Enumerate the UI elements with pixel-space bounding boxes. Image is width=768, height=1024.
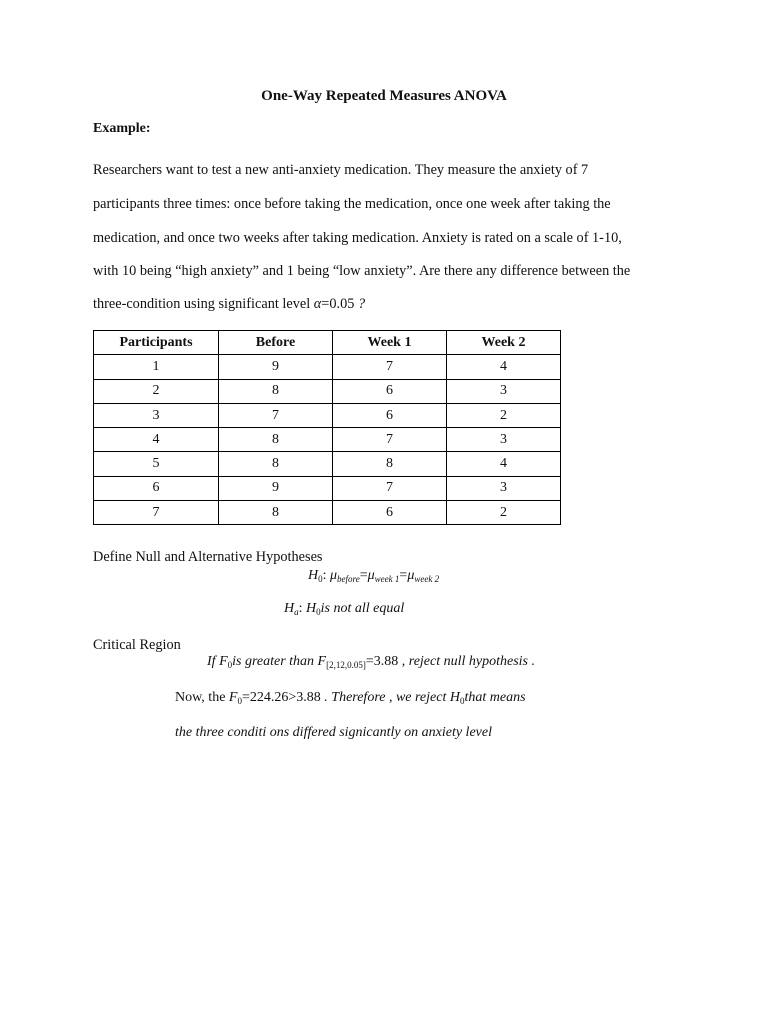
f0-subscript: 0 bbox=[237, 696, 242, 706]
table-row bbox=[94, 379, 561, 403]
table-row bbox=[94, 428, 561, 452]
table-cell: 6 bbox=[333, 501, 447, 525]
table-cell: 8 bbox=[219, 428, 333, 452]
h0-subscript: 0 bbox=[316, 607, 321, 617]
alternative-hypothesis bbox=[284, 601, 404, 617]
paragraph-line-3: medication, and once two weeks after taking medication. Anxiety is rated on a scale of 1-10, bbox=[93, 230, 622, 246]
table-row bbox=[94, 355, 561, 379]
paragraph-line-4: with 10 being “high anxiety” and 1 being “low anxiety”. Are there any difference between the bbox=[93, 263, 631, 279]
header-participants: Participants bbox=[94, 331, 219, 355]
f-symbol: F bbox=[228, 690, 238, 705]
table-cell: 7 bbox=[333, 476, 447, 500]
table-header-row bbox=[94, 331, 561, 355]
table-cell: 8 bbox=[219, 379, 333, 403]
h-symbol: H bbox=[306, 601, 317, 616]
page-title: One-Way Repeated Measures ANOVA bbox=[261, 88, 507, 104]
reject-text: , reject null hypothesis . bbox=[398, 654, 535, 669]
header-before: Before bbox=[219, 331, 333, 355]
table-cell: 2 bbox=[94, 379, 219, 403]
paragraph-line-1: Researchers want to test a new anti-anxiety medication. They measure the anxiety of 7 bbox=[93, 162, 589, 178]
paragraph-line-2: participants three times: once before taking the medication, once one week after taking the bbox=[93, 196, 611, 212]
example-label: Example: bbox=[93, 121, 151, 136]
paragraph-line-5 bbox=[93, 296, 365, 313]
f-symbol: F bbox=[317, 654, 327, 669]
not-all-equal-text: is not all equal bbox=[320, 601, 405, 616]
therefore-text: . Therefore , we reject bbox=[320, 690, 450, 705]
table-cell: 8 bbox=[219, 452, 333, 476]
table-cell: 4 bbox=[94, 428, 219, 452]
table-cell: 8 bbox=[219, 501, 333, 525]
h0-subscript: 0 bbox=[459, 696, 465, 706]
table-row bbox=[94, 452, 561, 476]
table-cell: 3 bbox=[447, 379, 561, 403]
table-row bbox=[94, 501, 561, 525]
table-cell: 4 bbox=[447, 355, 561, 379]
ha-subscript: a bbox=[294, 607, 299, 617]
now-text: Now, the bbox=[175, 690, 229, 705]
header-week1: Week 1 bbox=[333, 331, 447, 355]
question-mark: ? bbox=[354, 296, 366, 312]
significance-text: three-condition using significant level bbox=[93, 296, 314, 312]
table-cell: 6 bbox=[94, 476, 219, 500]
table-cell: 8 bbox=[333, 452, 447, 476]
f0-subscript: 0 bbox=[227, 660, 233, 670]
table-cell: 2 bbox=[447, 501, 561, 525]
null-hypothesis bbox=[308, 568, 439, 584]
h-symbol: H bbox=[308, 568, 319, 583]
critical-value: =3.88 bbox=[365, 654, 399, 669]
table-cell: 6 bbox=[333, 403, 447, 427]
mu-symbol: μ bbox=[407, 568, 415, 583]
table-row bbox=[94, 403, 561, 427]
table-cell: 3 bbox=[447, 476, 561, 500]
that-means-text: that means bbox=[464, 690, 526, 705]
colon: : bbox=[298, 601, 307, 616]
table-cell: 7 bbox=[219, 403, 333, 427]
before-subscript: before bbox=[337, 574, 360, 584]
week1-subscript: week 1 bbox=[374, 574, 400, 584]
critical-region-heading: Critical Region bbox=[93, 637, 181, 653]
table-cell: 1 bbox=[94, 355, 219, 379]
greater-than-text: is greater than bbox=[232, 654, 318, 669]
f-symbol: F bbox=[219, 654, 228, 669]
h-symbol: H bbox=[284, 601, 295, 616]
equals-sign: = bbox=[359, 568, 368, 583]
alpha-value: =0.05 bbox=[321, 296, 355, 312]
critical-rule bbox=[207, 654, 535, 670]
table-cell: 4 bbox=[447, 452, 561, 476]
test-result bbox=[175, 690, 526, 706]
table-cell: 3 bbox=[447, 428, 561, 452]
mu-symbol: μ bbox=[367, 568, 375, 583]
mu-symbol: μ bbox=[330, 568, 338, 583]
df-subscript: [2,12,0.05] bbox=[326, 660, 366, 670]
table-cell: 7 bbox=[333, 355, 447, 379]
table-cell: 7 bbox=[94, 501, 219, 525]
table-cell: 7 bbox=[333, 428, 447, 452]
table-cell: 9 bbox=[219, 355, 333, 379]
h-symbol: H bbox=[449, 690, 460, 705]
if-text: If bbox=[207, 654, 220, 669]
colon: : bbox=[322, 568, 331, 583]
table-cell: 9 bbox=[219, 476, 333, 500]
h0-subscript: 0 bbox=[318, 574, 323, 584]
table-cell: 2 bbox=[447, 403, 561, 427]
alpha-symbol: α bbox=[313, 296, 322, 312]
conclusion-line: the three conditi ons differed signicantly on anxiety level bbox=[175, 725, 492, 740]
table-cell: 6 bbox=[333, 379, 447, 403]
data-table bbox=[93, 330, 561, 525]
table-cell: 5 bbox=[94, 452, 219, 476]
f-statistic-value: =224.26>3.88 bbox=[241, 690, 321, 705]
table-cell: 3 bbox=[94, 403, 219, 427]
hypotheses-heading: Define Null and Alternative Hypotheses bbox=[93, 549, 323, 565]
header-week2: Week 2 bbox=[447, 331, 561, 355]
table-row bbox=[94, 476, 561, 500]
week2-subscript: week 2 bbox=[414, 574, 440, 584]
equals-sign: = bbox=[399, 568, 408, 583]
